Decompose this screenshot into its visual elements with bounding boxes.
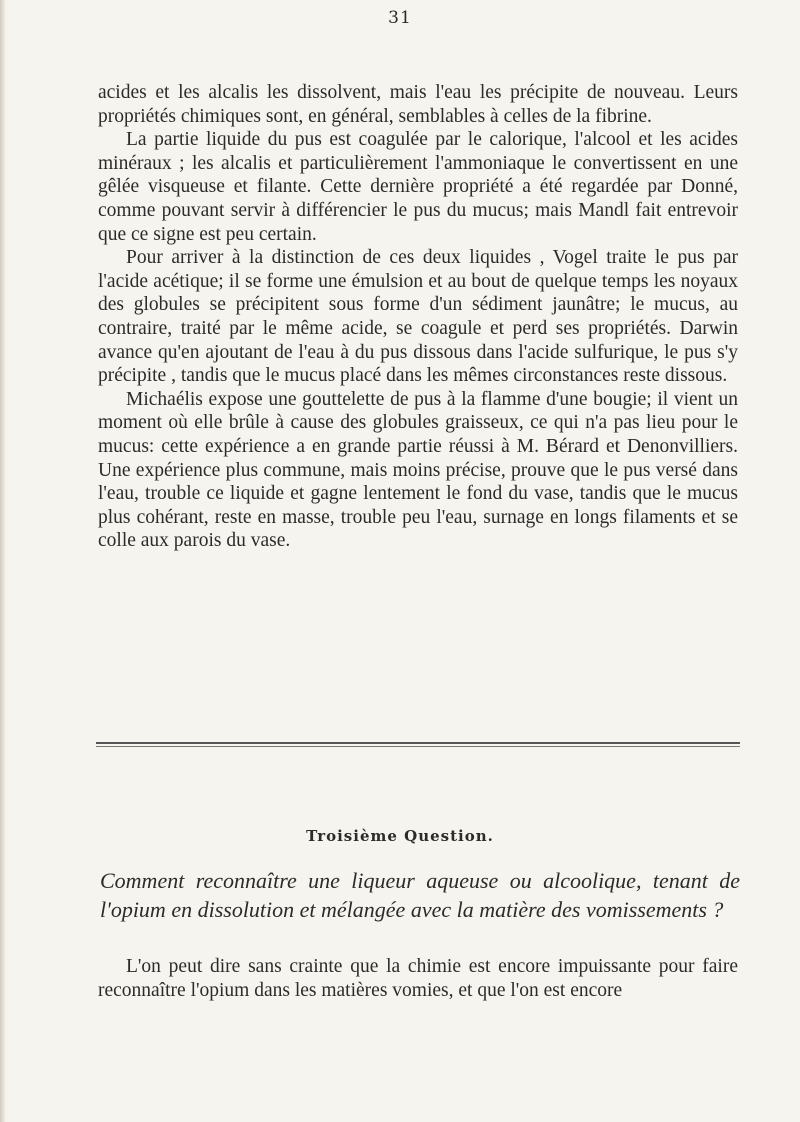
- paragraph-5: L'on peut dire sans crainte que la chimie est encore impuissante pour faire reconnaître l'opium dans les matières vomies, et que l'on est encore: [98, 956, 738, 1001]
- question-text: [100, 866, 740, 924]
- section-divider-thin: [96, 746, 740, 747]
- body-text-top: [98, 81, 738, 553]
- question-paragraph: Comment reconnaître une liqueur aqueuse ou alcoolique, tenant de l'opium en dissolution et mélangée avec la matière des vomissements ?: [100, 868, 740, 922]
- paragraph-1: acides et les alcalis les dissolvent, mais l'eau les précipite de nouveau. Leurs propriétés chimiques sont, en général, semblables à celles de la fibrine.: [98, 82, 738, 127]
- page-number: 31: [388, 8, 412, 28]
- page-edge-shadow: [0, 0, 6, 1122]
- paragraph-3: Pour arriver à la distinction de ces deux liquides , Vogel traite le pus par l'acide acétique; il se forme une émulsion et au bout de quelque temps les noyaux des globules se précipitent sous forme d'un sédiment jaunâtre; le mucus, au contraire, traité par le même acide, se coagule et perd ses propriétés. Darwin avance qu'en ajoutant de l'eau à du pus dissous dans l'acide sulfurique, le pus s'y précipite , tandis que le mucus placé dans les mêmes circonstances reste dissous.: [98, 247, 738, 387]
- section-heading: Troisième Question.: [306, 827, 494, 845]
- section-divider: [96, 742, 740, 744]
- paragraph-4: Michaélis expose une gouttelette de pus à la flamme d'une bougie; il vient un moment où elle brûle à cause des globules graisseux, ce qui n'a pas lieu pour le mucus: cette expérience a en grande partie réussi à M. Bérard et Denonvilliers. Une expérience plus commune, mais moins précise, prouve que le pus versé dans l'eau, trouble ce liquide et gagne lentement le fond du vase, tandis que le mucus plus cohérant, reste en masse, trouble peu l'eau, surnage en longs filaments et se colle aux parois du vase.: [98, 388, 738, 552]
- body-text-bottom: [98, 955, 738, 1002]
- paragraph-2: La partie liquide du pus est coagulée par le calorique, l'alcool et les acides minéraux ; les alcalis et particulièrement l'ammoniaque le convertissent en une gêlée visqueuse et filante. Cette dernière propriété a été regardée par Donné, comme pouvant servir à différencier le pus du mucus; mais Mandl fait entrevoir que ce signe est peu certain.: [98, 129, 738, 245]
